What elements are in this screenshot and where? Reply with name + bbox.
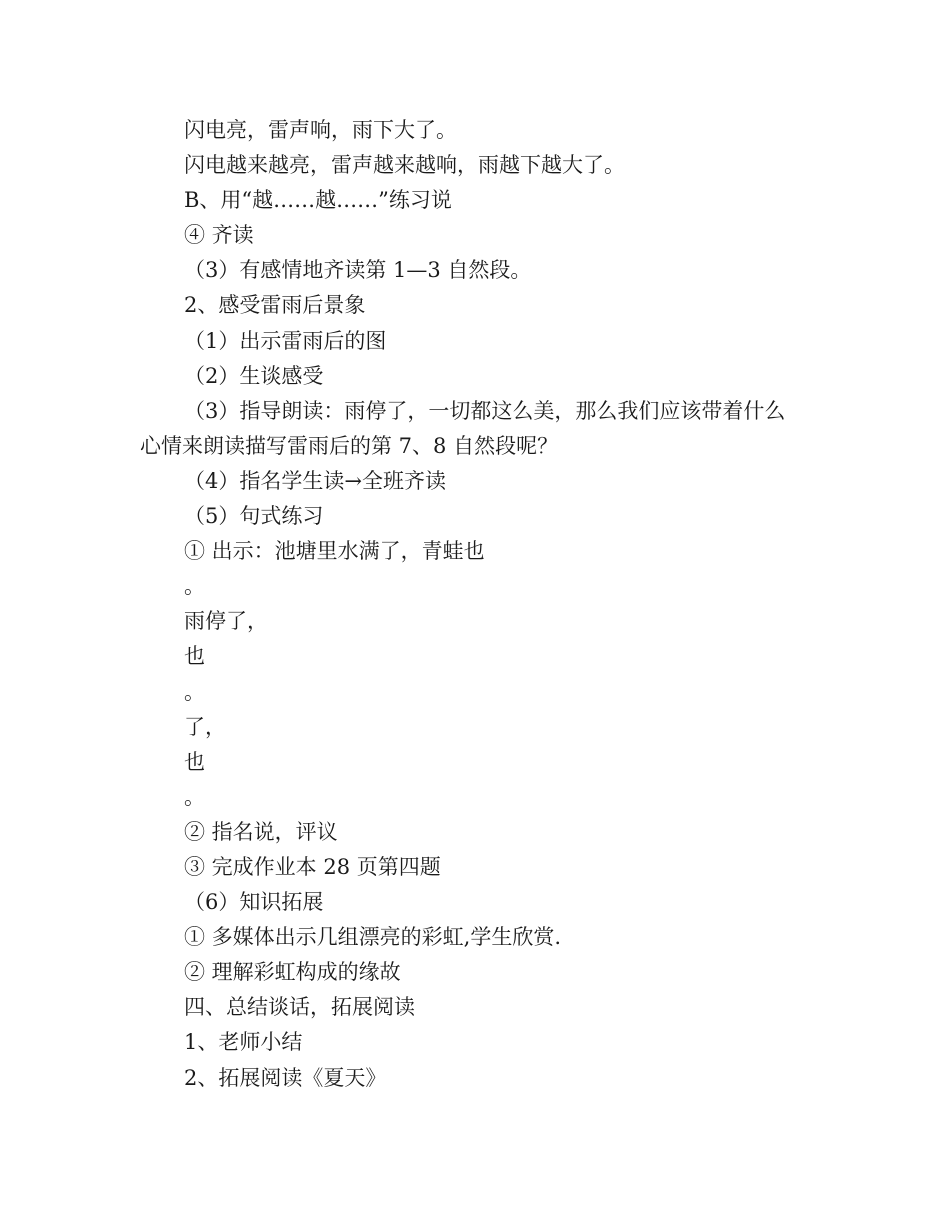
text-line: （1）出示雷雨后的图 bbox=[184, 328, 387, 353]
text-line: ③ 完成作业本 28 页第四题 bbox=[184, 854, 441, 879]
text-line: 。 bbox=[184, 679, 205, 704]
text-line: B、用“越……越……”练习说 bbox=[184, 188, 452, 213]
text-line: （3）指导朗读：雨停了，一切都这么美，那么我们应该带着什么 bbox=[184, 398, 786, 423]
text-line: 四、总结谈话，拓展阅读 bbox=[184, 995, 415, 1020]
text-line: 闪电越来越亮，雷声越来越响，雨越下越大了。 bbox=[184, 153, 625, 178]
text-line: （6）知识拓展 bbox=[184, 890, 324, 915]
text-line: （4）指名学生读→全班齐读 bbox=[184, 468, 446, 493]
text-line: 。 bbox=[184, 784, 205, 809]
text-line: 1、老师小结 bbox=[184, 1030, 303, 1055]
text-line: 了， bbox=[184, 714, 226, 739]
text-line: 2、感受雷雨后景象 bbox=[184, 293, 366, 318]
text-line: ④ 齐读 bbox=[184, 223, 254, 248]
document-body bbox=[140, 113, 824, 1096]
text-line: 也 bbox=[184, 644, 205, 669]
text-line: ① 多媒体出示几组漂亮的彩虹,学生欣赏. bbox=[184, 925, 562, 950]
text-line: 。 bbox=[184, 574, 205, 599]
text-line: （2）生谈感受 bbox=[184, 363, 324, 388]
text-line: 雨停了， bbox=[184, 609, 268, 634]
text-line: 也 bbox=[184, 749, 205, 774]
text-line: ② 理解彩虹构成的缘故 bbox=[184, 960, 401, 985]
text-line: 2、拓展阅读《夏天》 bbox=[184, 1065, 387, 1090]
hanging-text: 心情来朗读描写雷雨后的第 7、8 自然段呢？ bbox=[140, 433, 559, 458]
text-line: ② 指名说，评议 bbox=[184, 819, 338, 844]
text-line: 闪电亮，雷声响，雨下大了。 bbox=[184, 118, 457, 142]
text-line-continuation bbox=[140, 429, 824, 464]
text-line: （5）句式练习 bbox=[184, 504, 324, 529]
text-line: （3）有感情地齐读第 1—3 自然段。 bbox=[184, 258, 532, 283]
text-line: ① 出示：池塘里水满了，青蛙也 bbox=[184, 539, 485, 564]
